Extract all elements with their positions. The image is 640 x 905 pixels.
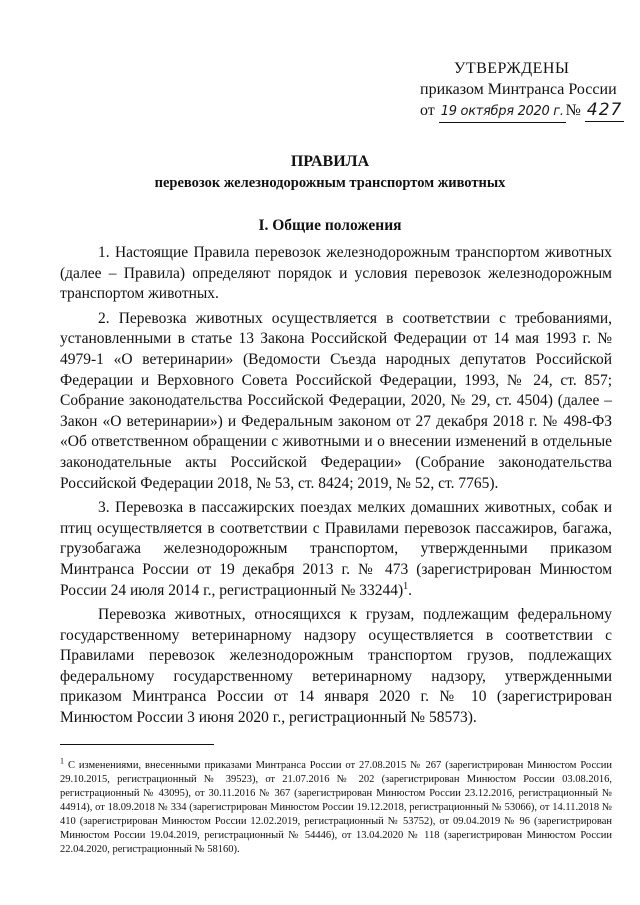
approval-number-label: №	[565, 102, 581, 119]
footnote-text: С изменениями, внесенными приказами Минтранса России от 27.08.2015 № 267 (зарегистрирован Минюстом России 29.10.2015, регистрационный № 39523), от 21.07.2016 № 202 (зарегистрирован Минюстом России 03.08.2016, регистрационный № 43095), от 30.11.2016 № 367 (зарегистрирован Минюстом России 23.12.2016, регистрационный № 44914), от 18.09.2018 № 334 (зарегистрирован Минюстом России 19.12.2018, регистрационный № 53066), от 14.11.2018 № 410 (зарегистрирован Минюстом России 12.02.2019, регистрационный № 53752), от 09.04.2019 № 96 (зарегистрирован Минюстом России 19.04.2019, регистрационный № 54446), от 13.04.2020 № 118 (зарегистрирован Минюстом России 22.04.2020, регистрационный № 58160).	[60, 760, 613, 855]
paragraph-2: 2. Перевозка животных осуществляется в соответствии с требованиями, установленными в статье 13 Закона Российской Федерации от 14 мая 1993 г. № 4979-1 «О ветеринарии» (Ведомости Съезда народных депутатов Российской Федерации и Верховного Совета Российской Федерации, 1993, № 24, ст. 857; Собрание законодательства Российской Федерации, 2020, № 29, ст. 4504) (далее – Закон «О ветеринарии») и Федеральным законом от 27 декабря 2018 г. № 498-ФЗ «Об ответственном обращении с животными и о внесении изменений в отдельные законодательные акты Российской Федерации» (Собрание законодательства Российской Федерации 2018, № 53, ст. 8424; 2019, № 52, ст. 7765).	[60, 309, 612, 492]
paragraph-3-end: .	[408, 581, 413, 599]
approval-order: приказом Минтранса России	[420, 81, 617, 98]
paragraph-4: Перевозка животных, относящихся к грузам, подлежащим федеральному государственному ветеринарному надзору осуществляется в соответствии с Правилами перевозок железнодорожным транспортом грузов, подлежащих федеральному государственному ветеринарному надзору, утвержденными приказом Минтранса России от 14 января 2020 г. № 10 (зарегистрирован Минюстом России 3 июня 2020 г., регистрационный № 58573).	[60, 606, 612, 727]
approval-stamp	[396, 58, 626, 123]
approval-title: УТВЕРЖДЕНЫ	[454, 60, 570, 77]
footnote-marker: 1	[60, 756, 64, 766]
handwritten-date: 19 октября 2020 г.	[439, 101, 566, 123]
paragraph-1: 1. Настоящие Правила перевозок железнодорожным транспортом животных (далее – Правила) определяют порядок и условия перевозок железнодорожным транспортом животных.	[60, 244, 612, 303]
approval-from-label: от	[420, 102, 435, 119]
document-subtitle: перевозок железнодорожным транспортом животных	[154, 175, 506, 191]
paragraph-3-text: 3. Перевозка в пассажирских поездах мелких домашних животных, собак и птиц осуществляется в соответствии с Правилами перевозок пассажиров, багажа, грузобагажа железнодорожным транспортом, утвержденными приказом Минтранса России от 19 декабря 2013 г. № 473 (зарегистрирован Минюстом России 24 июля 2014 г., регистрационный № 33244)	[60, 499, 612, 599]
section-heading: I. Общие положения	[258, 217, 402, 234]
handwritten-number: 427	[586, 100, 623, 120]
paragraph-3	[60, 498, 612, 601]
footnote-reference[interactable]: 1	[403, 580, 409, 592]
document-title: ПРАВИЛА	[290, 153, 370, 170]
approval-date-line	[396, 100, 626, 123]
footnote	[60, 756, 613, 857]
footnote-divider	[60, 744, 214, 745]
document-body	[60, 243, 612, 729]
